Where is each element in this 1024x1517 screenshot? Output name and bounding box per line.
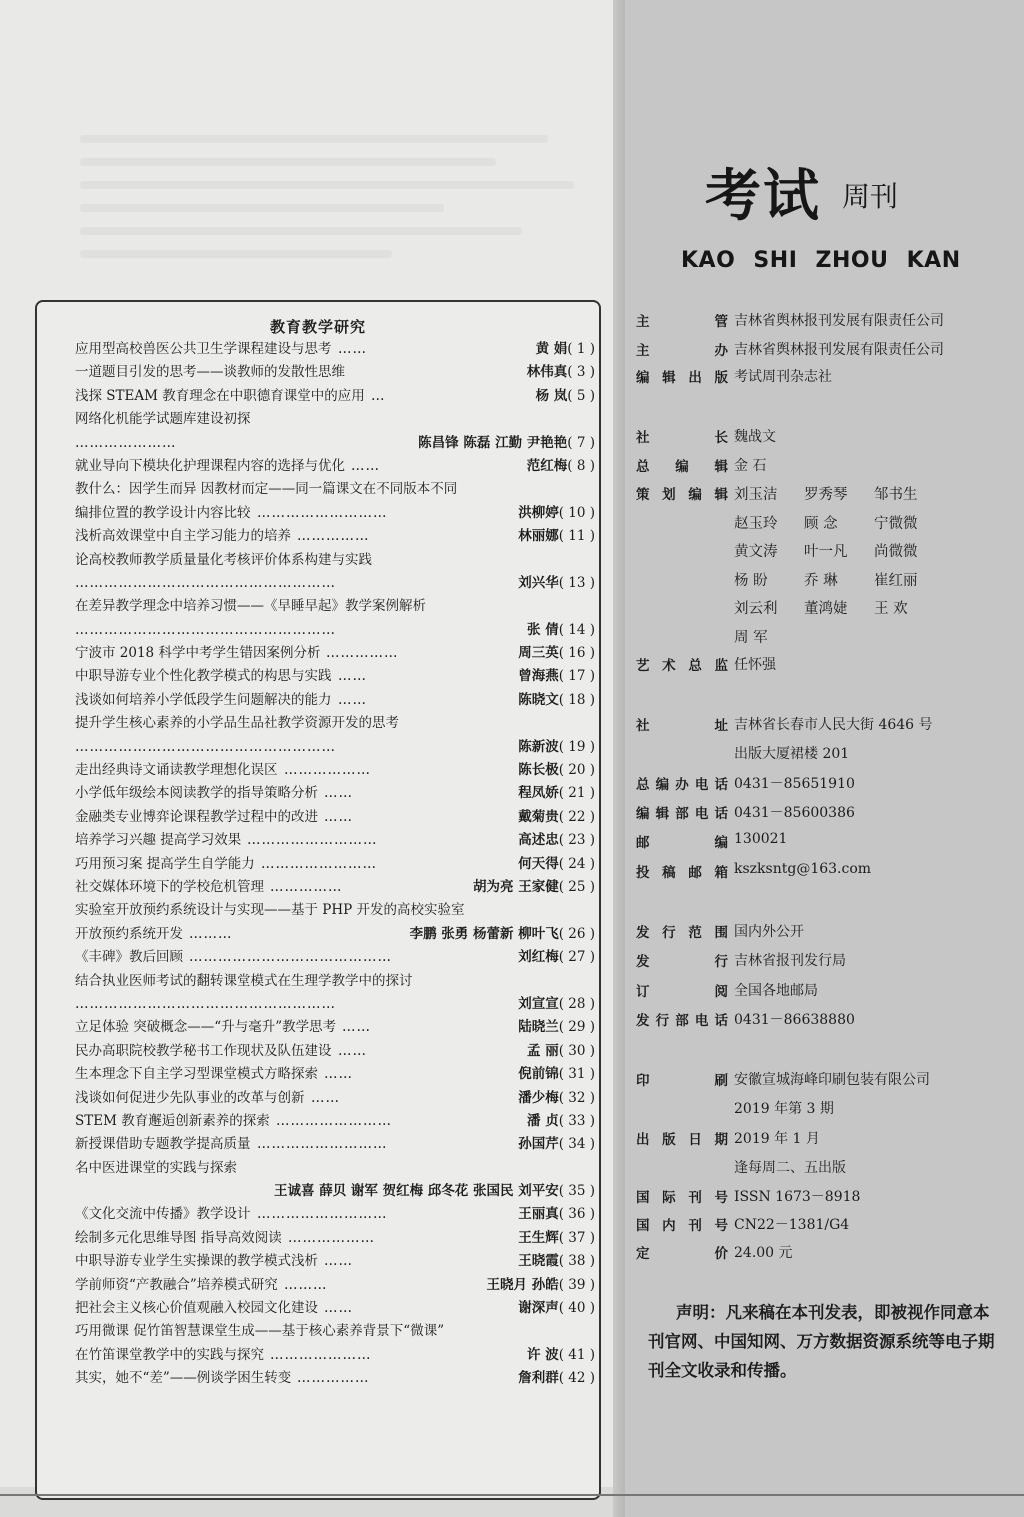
journal-title: 考试 [705, 164, 821, 229]
toc-entry-page: ( 36 ) [558, 1206, 595, 1223]
toc-entry [75, 1157, 595, 1180]
toc-entry-page: ( 28 ) [558, 995, 595, 1012]
toc-entry-author [473, 876, 595, 899]
toc-entry [75, 829, 595, 852]
toc-entry [75, 970, 595, 993]
copyright-statement: 声明：凡来稿在本刊发表，即被视作同意本刊官网、中国知网、万方数据资源系统等电子期刊全文收录和传播。 [648, 1303, 995, 1380]
toc-entry-page: ( 27 ) [558, 949, 595, 966]
toc-entry-author [518, 736, 595, 759]
journal-pinyin: KAO SHI ZHOU KAN [681, 248, 961, 273]
toc-entry-author [518, 1087, 595, 1110]
page-edge-line [0, 1494, 1024, 1496]
toc-entry [75, 361, 595, 384]
toc-entry-author-name: 周三英 [518, 645, 559, 662]
toc-entry-dots: …… [324, 1300, 353, 1317]
toc-entry-page: ( 14 ) [558, 621, 595, 638]
planning-editor-name: 叶一凡 [804, 544, 848, 560]
faded-text-lines [80, 135, 600, 273]
toc-entry-title: 名中医进课堂的实践与探索 [75, 1159, 237, 1176]
toc-entry-dots: …………………………………… [189, 949, 392, 966]
planning-editors-row [734, 540, 944, 569]
toc-entry-page: ( 37 ) [558, 1229, 595, 1246]
toc-entry-author-name: 孙国芹 [518, 1136, 559, 1153]
table-of-contents [35, 300, 601, 1500]
toc-entry-title: 学前师资“产教融合”培养模式研究 [75, 1276, 278, 1293]
toc-entry [75, 993, 595, 1016]
toc-entry-dots: ………………… [75, 434, 177, 451]
planning-editor-name: 乔 琳 [804, 572, 838, 589]
toc-entry-dots: …………………… [276, 1112, 392, 1129]
toc-entry-page: ( 5 ) [567, 387, 595, 404]
toc-entry-author-name: 潘少梅 [518, 1089, 559, 1106]
toc-entry-title: 一道题目引发的思考——谈教师的发散性思维 [75, 364, 345, 381]
toc-entry-author-name: 谢深声 [518, 1300, 559, 1317]
toc-entry-dots: ……………………………………………… [75, 995, 336, 1012]
toc-entry [75, 1344, 595, 1367]
planning-editor-name: 董鸿婕 [804, 601, 848, 617]
toc-entry-author-name: 林伟真 [526, 364, 568, 381]
toc-entry-page: ( 40 ) [558, 1300, 595, 1317]
toc-entry-author [518, 993, 595, 1016]
planning-editor-name: 邹书生 [874, 487, 918, 503]
toc-entry-author-name: 高述忠 [518, 832, 559, 849]
toc-entry-dots: ……………………………………………… [75, 738, 336, 755]
toc-entry-author [527, 1344, 595, 1367]
toc-entry-page: ( 19 ) [558, 738, 595, 755]
toc-entry-dots: … [371, 387, 386, 404]
toc-entry-page: ( 22 ) [558, 808, 595, 825]
toc-entry [75, 478, 595, 501]
toc-entry-author [527, 361, 595, 384]
planning-editors-row [734, 626, 944, 655]
toc-entry-title: 浅探 STEAM 教育理念在中职德育课堂中的应用 [75, 387, 365, 404]
toc-entry [75, 923, 595, 946]
toc-entry [75, 1250, 595, 1273]
toc-entry-author-name: 张 倩 [527, 621, 559, 638]
toc-entry-title: 浅析高效课堂中自主学习能力的培养 [75, 528, 291, 545]
toc-entry-title: 教什么：因学生而异 因教材而定——同一篇课文在不同版本不同 [75, 481, 458, 498]
toc-entry-author-name: 杨 岚 [535, 387, 568, 404]
toc-entry-dots: ……… [284, 1276, 328, 1293]
toc-entry-title: 编排位置的教学设计内容比较 [75, 504, 251, 521]
toc-entry-dots: …… [324, 1253, 353, 1270]
toc-entry-author-name: 王丽真 [518, 1206, 559, 1223]
toc-entry-dots: …………………… [261, 855, 377, 872]
toc-entry-page: ( 39 ) [558, 1276, 595, 1293]
toc-entry-title: 结合执业医师考试的翻转课堂模式在生理学教学中的探讨 [75, 972, 413, 989]
toc-entry-page: ( 18 ) [558, 691, 595, 708]
toc-entry-author [518, 1203, 595, 1226]
toc-entry-author [518, 1367, 595, 1390]
toc-entry-title: 小学低年级绘本阅读教学的指导策略分析 [75, 785, 318, 802]
toc-entry-author [536, 385, 595, 408]
toc-entry-dots: …… [342, 1019, 371, 1036]
toc-entry-title: 实验室开放预约系统设计与实现——基于 PHP 开发的高校实验室 [75, 902, 465, 919]
toc-entry-author-name: 陈晓文 [518, 691, 559, 708]
toc-entry-author [418, 432, 595, 455]
toc-entry-title: 论高校教师教学质量量化考核评价体系构建与实践 [75, 551, 372, 568]
toc-entry-title: 应用型高校兽医公共卫生学课程建设与思考 [75, 341, 332, 357]
toc-entry-title: 金融类专业博弈论课程教学过程中的改进 [75, 808, 318, 825]
toc-entry-page: ( 21 ) [558, 785, 595, 802]
toc-entry-title: 中职导游专业个性化教学模式的构思与实践 [75, 668, 332, 685]
planning-editor-name: 赵玉玲 [734, 515, 778, 532]
toc-entry-page: ( 31 ) [558, 1066, 595, 1083]
toc-entry-title: 浅谈如何培养小学低段学生问题解决的能力 [75, 691, 332, 708]
toc-entry-page: ( 1 ) [567, 341, 595, 357]
toc-entry-author [518, 525, 595, 548]
toc-entry-dots: ……………………… [257, 1206, 388, 1223]
toc-entry-author-name: 陈长极 [518, 762, 559, 779]
toc-entry-dots: ……………… [284, 762, 371, 779]
toc-entry-dots: …… [324, 1066, 353, 1083]
toc-entry-author [518, 759, 595, 782]
toc-entry-page: ( 38 ) [558, 1253, 595, 1270]
toc-entry-author-name: 陆晓兰 [518, 1019, 559, 1036]
toc-entry-dots: ……………………………………………… [75, 574, 336, 591]
toc-entry [75, 619, 595, 642]
toc-entry-author-name: 刘红梅 [518, 949, 559, 966]
toc-entry-dots: …… [311, 1089, 340, 1106]
toc-entry-author-name: 洪柳婷 [518, 504, 559, 521]
toc-entry-title: 《文化交流中传播》教学设计 [75, 1206, 251, 1223]
toc-entry [75, 432, 595, 455]
toc-entry [75, 502, 595, 525]
planning-editor-name: 顾 念 [804, 515, 838, 532]
toc-entry-page: ( 17 ) [558, 668, 595, 685]
toc-entry [75, 408, 595, 431]
toc-entry-author [527, 1040, 595, 1063]
toc-entry [75, 338, 595, 361]
toc-entry-page: ( 33 ) [558, 1112, 595, 1129]
toc-entry [75, 806, 595, 829]
toc-entry [75, 782, 595, 805]
toc-entry-dots: …………… [326, 645, 399, 662]
toc-entry-author [527, 455, 595, 478]
toc-entry-page: ( 26 ) [558, 925, 595, 942]
toc-entry-dots: …………… [297, 1370, 370, 1387]
planning-editor-name: 黄文涛 [734, 544, 778, 560]
toc-entry-title: 巧用预习案 提高学生自学能力 [75, 855, 255, 872]
toc-entry-author [518, 1227, 595, 1250]
toc-entry-title: 新授课借助专题教学提高质量 [75, 1136, 251, 1153]
toc-entry-author-name: 许 波 [527, 1346, 559, 1363]
toc-entry-author [518, 1063, 595, 1086]
toc-entry-page: ( 35 ) [558, 1183, 595, 1200]
toc-entry [75, 876, 595, 899]
toc-entry [75, 1274, 595, 1297]
toc-entry [75, 1297, 595, 1320]
toc-entry-author [518, 642, 595, 665]
planning-editors-row [734, 569, 944, 598]
toc-entry [75, 1320, 595, 1343]
planning-editor-name: 杨 盼 [734, 572, 768, 589]
toc-entry-author-name: 潘 贞 [527, 1112, 559, 1129]
toc-entry-author [518, 689, 595, 712]
toc-entry-dots: …… [351, 457, 380, 474]
toc-entry-page: ( 25 ) [558, 878, 595, 895]
toc-entry-title: STEM 教育邂逅创新素养的探索 [75, 1112, 270, 1129]
toc-entry [75, 1016, 595, 1039]
toc-entry [75, 385, 595, 408]
toc-entry-page: ( 23 ) [558, 832, 595, 849]
toc-entry-page: ( 20 ) [558, 762, 595, 779]
toc-list [75, 338, 595, 1391]
toc-entry-dots: ……… [189, 925, 233, 942]
toc-entry-page: ( 32 ) [558, 1089, 595, 1106]
toc-entry-dots: …… [324, 808, 353, 825]
toc-entry-author [518, 853, 595, 876]
toc-entry-page: ( 29 ) [558, 1019, 595, 1036]
planning-editor-name: 周 军 [734, 629, 768, 646]
toc-entry [75, 525, 595, 548]
toc-heading: 教育教学研究 [269, 318, 366, 336]
toc-entry-title: 网络化机能学试题库建设初探 [75, 411, 251, 428]
toc-entry-dots: ……………………… [257, 1136, 388, 1153]
planning-editor-name: 罗秀琴 [804, 487, 848, 503]
toc-entry [75, 899, 595, 922]
toc-entry-title: 中职导游专业学生实操课的教学模式浅析 [75, 1253, 318, 1270]
planning-editors-row [734, 483, 944, 512]
toc-entry-dots: …………… [297, 528, 370, 545]
toc-entry-title: 把社会主义核心价值观融入校园文化建设 [75, 1300, 318, 1317]
toc-entry-title: 民办高职院校教学秘书工作现状及队伍建设 [75, 1042, 332, 1059]
toc-entry-title: 在竹笛课堂教学中的实践与探究 [75, 1346, 264, 1363]
toc-entry-author-name: 王生辉 [518, 1229, 559, 1246]
toc-entry-author [518, 572, 595, 595]
toc-entry-page: ( 3 ) [567, 364, 595, 381]
toc-entry-dots: ……………… [288, 1229, 375, 1246]
toc-entry-dots: …… [338, 691, 367, 708]
toc-entry [75, 549, 595, 572]
toc-entry [75, 712, 595, 735]
toc-entry-author-name: 范红梅 [526, 457, 568, 474]
planning-editor-name: 尚微微 [874, 544, 918, 560]
toc-entry-title: 巧用微课 促竹笛智慧课堂生成——基于核心素养背景下“微课” [75, 1323, 445, 1340]
toc-entry-author-name: 黄 娟 [535, 341, 568, 357]
toc-entry-author-name: 戴菊贵 [518, 808, 559, 825]
toc-entry-author [536, 338, 595, 361]
toc-entry-dots: …………… [270, 878, 343, 895]
toc-entry-page: ( 8 ) [567, 457, 595, 474]
toc-entry-author-name: 倪前锦 [518, 1066, 559, 1083]
toc-entry-author-name: 林丽娜 [518, 528, 559, 545]
toc-entry-author-name: 程凤娇 [518, 785, 559, 802]
planning-editors-row [734, 512, 944, 541]
toc-entry-title: 在差异教学理念中培养习惯——《早睡早起》教学案例解析 [75, 598, 426, 615]
toc-entry-title: 《丰碑》教后回顾 [75, 949, 183, 966]
toc-entry-author [518, 782, 595, 805]
toc-entry [75, 1133, 595, 1156]
toc-entry-page: ( 13 ) [558, 574, 595, 591]
planning-editor-name: 刘玉洁 [734, 487, 778, 503]
toc-entry-author-name: 李鹏 张勇 杨蕾新 柳叶飞 [409, 925, 559, 942]
toc-entry-author [518, 829, 595, 852]
toc-entry [75, 665, 595, 688]
toc-entry-page: ( 24 ) [558, 855, 595, 872]
toc-entry-author-name: 王晓月 孙皓 [486, 1276, 559, 1293]
toc-entry-dots: ………………… [270, 1346, 372, 1363]
toc-entry [75, 1180, 595, 1203]
toc-entry-author-name: 王诚喜 薛贝 谢军 贺红梅 邱冬花 张国民 刘平安 [274, 1183, 559, 1200]
toc-entry-dots: ……………………… [247, 832, 378, 849]
toc-entry-title: 绘制多元化思维导图 指导高效阅读 [75, 1229, 282, 1246]
toc-entry-dots: …… [324, 785, 353, 802]
toc-entry-dots: …… [338, 668, 367, 685]
toc-entry-author-name: 陈新波 [518, 738, 559, 755]
toc-entry [75, 946, 595, 969]
toc-entry-author [518, 502, 595, 525]
toc-entry-page: ( 7 ) [567, 434, 595, 451]
toc-entry-author [518, 1297, 595, 1320]
toc-entry-dots: ……………………………………………… [75, 621, 336, 638]
toc-entry-title: 走出经典诗文诵读教学理想化误区 [75, 762, 278, 779]
toc-entry-page: ( 16 ) [558, 645, 595, 662]
toc-entry [75, 1367, 595, 1390]
toc-entry-author [274, 1180, 595, 1203]
toc-entry-author [518, 1133, 595, 1156]
toc-entry-author [518, 665, 595, 688]
toc-entry-dots: …… [338, 341, 367, 357]
toc-entry [75, 1110, 595, 1133]
toc-entry-page: ( 10 ) [558, 504, 595, 521]
journal-subtitle: 周刊 [842, 180, 899, 213]
toc-entry-title: 其实，她不“差”——例谈学困生转变 [75, 1370, 292, 1387]
planning-editor-name: 刘云利 [734, 601, 778, 617]
toc-entry [75, 572, 595, 595]
toc-entry [75, 853, 595, 876]
toc-entry-author-name: 陈昌锋 陈磊 江勤 尹艳艳 [418, 434, 568, 451]
toc-entry-page: ( 11 ) [558, 528, 595, 545]
toc-entry-author [518, 1250, 595, 1273]
toc-entry-author-name: 刘宣宣 [518, 995, 559, 1012]
toc-entry [75, 1227, 595, 1250]
toc-entry-dots: ……………………… [257, 504, 388, 521]
toc-entry-author-name: 孟 丽 [527, 1042, 559, 1059]
toc-entry-page: ( 30 ) [558, 1042, 595, 1059]
planning-editor-name: 王 欢 [874, 601, 908, 617]
toc-entry [75, 1063, 595, 1086]
toc-entry-author [487, 1274, 596, 1297]
toc-entry-author-name: 胡为亮 王家健 [473, 878, 559, 895]
planning-editor-name: 崔红丽 [874, 572, 918, 589]
toc-entry-title: 提升学生核心素养的小学品生品社教学资源开发的思考 [75, 715, 399, 732]
toc-entry-author-name: 何天得 [518, 855, 559, 872]
toc-entry [75, 689, 595, 712]
planning-editors [734, 483, 944, 654]
planning-editor-name: 宁微微 [874, 515, 918, 532]
toc-entry-title: 浅谈如何促进少先队事业的改革与创新 [75, 1089, 305, 1106]
toc-entry [75, 595, 595, 618]
toc-entry-author [518, 806, 595, 829]
toc-entry-page: ( 41 ) [558, 1346, 595, 1363]
toc-entry-title: 开放预约系统开发 [75, 925, 183, 942]
toc-entry-author-name: 詹利群 [518, 1370, 559, 1387]
toc-entry-author-name: 曾海燕 [518, 668, 559, 685]
toc-entry [75, 642, 595, 665]
toc-entry-title: 宁波市 2018 科学中考学生错因案例分析 [75, 645, 321, 662]
toc-entry [75, 1040, 595, 1063]
toc-entry-title: 社交媒体环境下的学校危机管理 [75, 878, 264, 895]
toc-entry [75, 1087, 595, 1110]
planning-editors-row [734, 597, 944, 626]
toc-entry-author-name: 刘兴华 [518, 574, 559, 591]
toc-entry-author [518, 1016, 595, 1039]
toc-entry-page: ( 34 ) [558, 1136, 595, 1153]
toc-entry-page: ( 42 ) [558, 1370, 595, 1387]
toc-entry [75, 759, 595, 782]
toc-entry [75, 1203, 595, 1226]
toc-entry [75, 455, 595, 478]
toc-entry-dots: …… [338, 1042, 367, 1059]
toc-entry-author-name: 王晓霞 [518, 1253, 559, 1270]
toc-entry-title: 培养学习兴趣 提高学习效果 [75, 832, 242, 849]
toc-entry-author [518, 946, 595, 969]
toc-entry [75, 736, 595, 759]
toc-entry-title: 就业导向下模块化护理课程内容的选择与优化 [75, 457, 345, 474]
toc-entry-title: 立足体验 突破概念——“升与毫升”教学思考 [75, 1019, 337, 1036]
toc-entry-author [527, 619, 595, 642]
toc-entry-author [527, 1110, 595, 1133]
toc-entry-author [410, 923, 595, 946]
toc-entry-title: 生本理念下自主学习型课堂模式方略探索 [75, 1066, 318, 1083]
